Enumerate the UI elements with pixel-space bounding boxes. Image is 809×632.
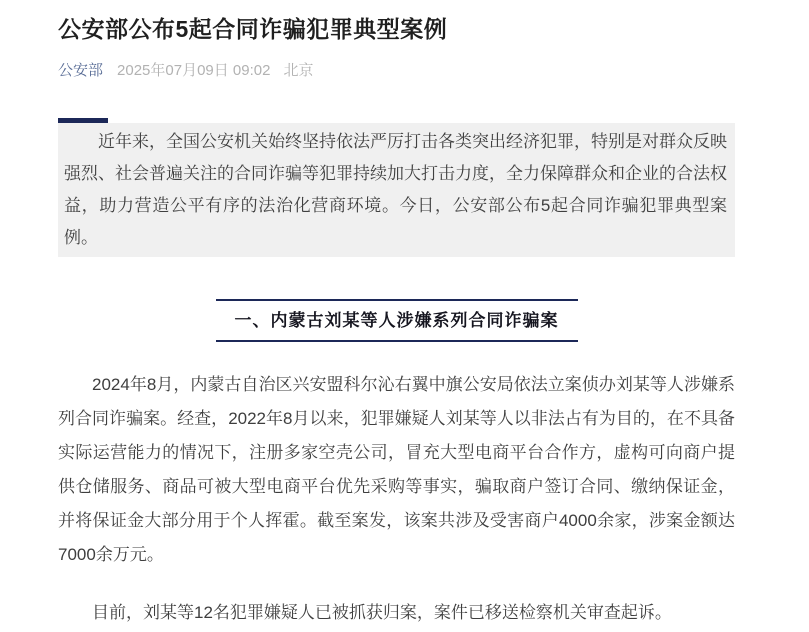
author-link[interactable]: 公安部 xyxy=(58,62,104,79)
publish-datetime: 2025年07月09日 09:02 xyxy=(117,62,271,79)
section-heading xyxy=(216,299,578,342)
summary-box xyxy=(58,123,735,257)
section-heading-text: 一、内蒙古刘某等人涉嫌系列合同诈骗案 xyxy=(234,311,559,330)
publish-location: 北京 xyxy=(283,62,314,79)
case-detail-paragraph: 2024年8月，内蒙古自治区兴安盟科尔沁右翼中旗公安局依法立案侦办刘某等人涉嫌系列合同诈骗案。经查，2022年8月以来，犯罪嫌疑人刘某等人以非法占有为目的，在不具备实际运营能力的情况下，注册多家空壳公司，冒充大型电商平台合作方，虚构可向商户提供仓储服务、商品可被大型电商平台优先采购等事实，骗取商户签订合同、缴纳保证金，并将保证金大部分用于个人挥霍。截至案发，该案共涉及受害商户4000余家，涉案金额达7000余万元。 xyxy=(58,375,735,564)
article-title: 公安部公布5起合同诈骗犯罪典型案例 xyxy=(58,16,448,42)
case-status-paragraph: 目前，刘某等12名犯罪嫌疑人已被抓获归案，案件已移送检察机关审查起诉。 xyxy=(92,603,672,622)
summary-section xyxy=(58,118,735,257)
byline xyxy=(58,62,735,79)
summary-text: 近年来，全国公安机关始终坚持依法严厉打击各类突出经济犯罪，特别是对群众反映强烈、社会普遍关注的合同诈骗等犯罪持续加大打击力度，全力保障群众和企业的合法权益，助力营造公平有序的法治化营商环境。今日，公安部公布5起合同诈骗犯罪典型案例。 xyxy=(64,132,727,247)
